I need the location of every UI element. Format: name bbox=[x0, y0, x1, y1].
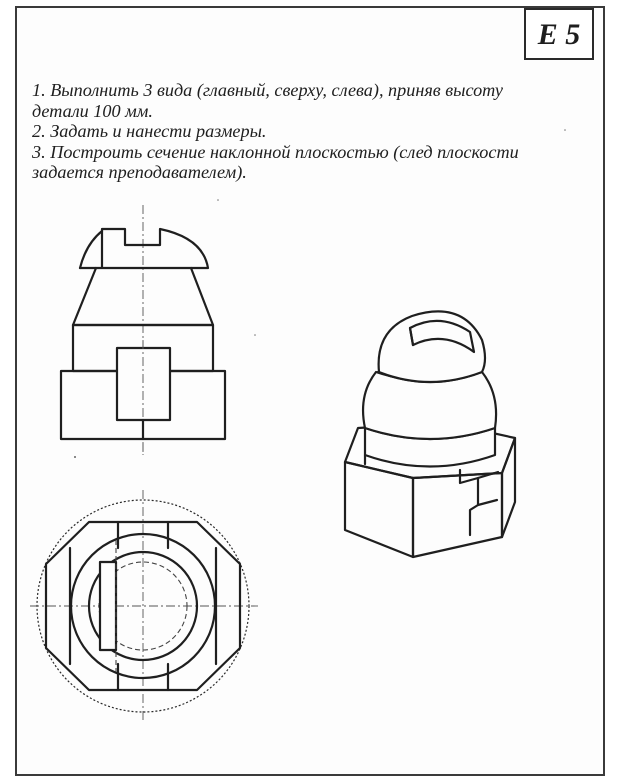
task-line: 3. Построить сечение наклонной плоскостью (след плоскости bbox=[32, 141, 519, 162]
front-view bbox=[61, 205, 225, 455]
task-line: 2. Задать и нанести размеры. bbox=[32, 121, 267, 141]
task-line: детали 100 мм. bbox=[32, 100, 153, 121]
head-arc-left bbox=[80, 231, 102, 268]
base-cutout bbox=[117, 348, 170, 420]
iso-hex-side-front bbox=[413, 473, 502, 557]
head-slot bbox=[100, 562, 116, 650]
variant-label: E 5 bbox=[537, 18, 581, 51]
iso-base-slot-edge-lower bbox=[478, 500, 497, 505]
task-line: задается преподавателем). bbox=[32, 162, 247, 182]
task-line: 1. Выполнить 3 вида (главный, сверху, слева), приняв высоту bbox=[32, 80, 503, 100]
isometric-view bbox=[345, 311, 515, 557]
iso-hex-side-right bbox=[502, 438, 515, 537]
iso-hex-side-left bbox=[345, 462, 413, 557]
iso-base-slot bbox=[460, 470, 478, 535]
top-view bbox=[30, 490, 258, 720]
